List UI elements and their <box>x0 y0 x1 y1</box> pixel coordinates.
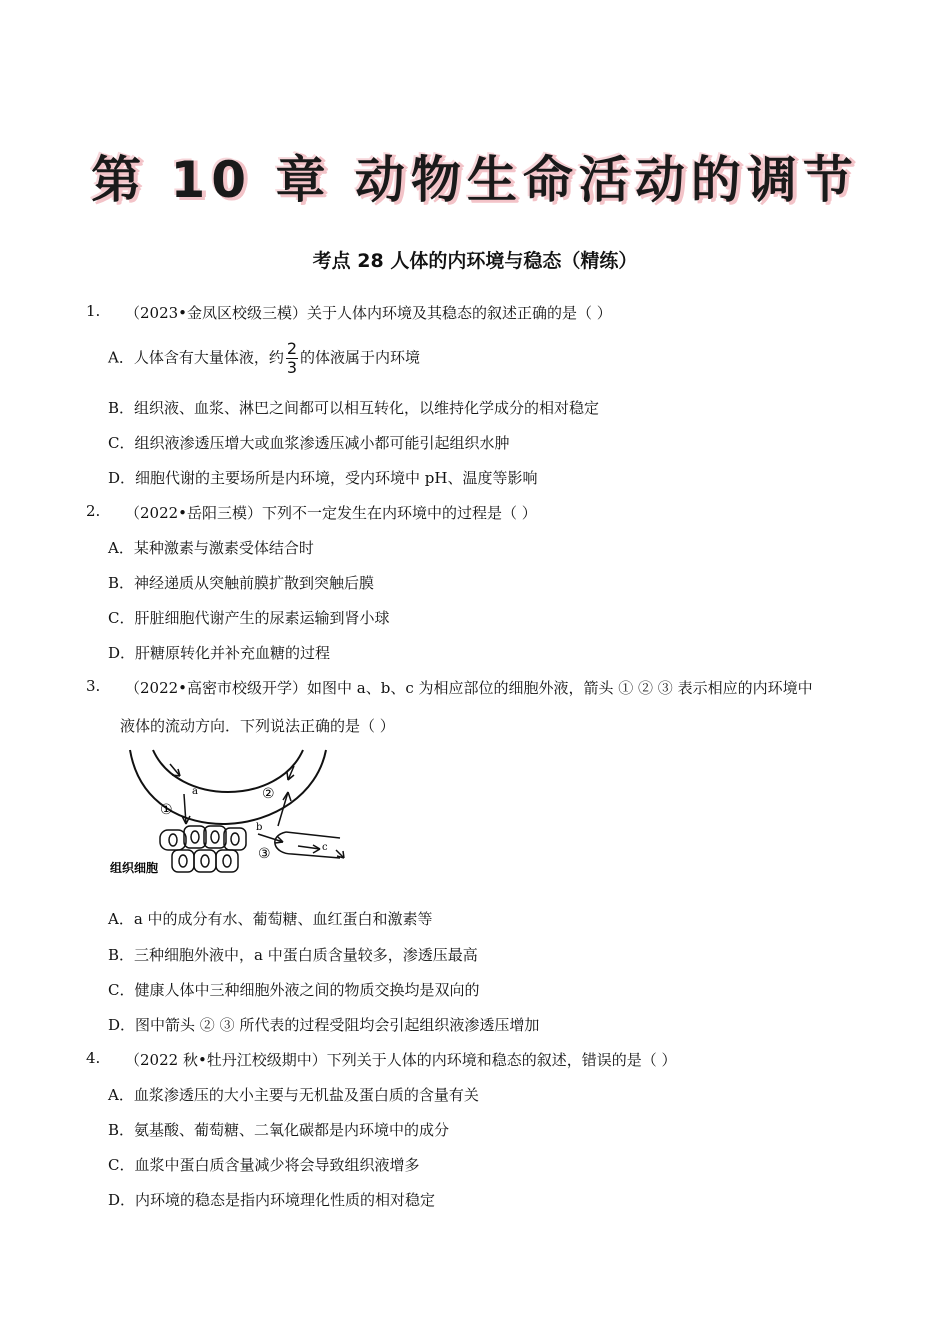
option-a-text-after: 的体液属于内环境 <box>300 348 421 367</box>
question-3-option-a: A．a 中的成分有水、葡萄糖、血红蛋白和激素等 <box>108 910 433 928</box>
question-3-option-c: C．健康人体中三种细胞外液之间的物质交换均是双向的 <box>108 981 480 999</box>
question-1-option-b: B．组织液、血浆、淋巴之间都可以相互转化，以维持化学成分的相对稳定 <box>108 399 600 417</box>
chapter-banner-title: 第 10 章 动物生命活动的调节 <box>91 151 859 209</box>
question-1-option-d: D．细胞代谢的主要场所是内环境，受内环境中 pH、温度等影响 <box>108 469 538 487</box>
question-3-option-b: B．三种细胞外液中，a 中蛋白质含量较多，渗透压最高 <box>108 946 478 964</box>
question-4-option-d: D．内环境的稳态是指内环境理化性质的相对稳定 <box>108 1191 436 1209</box>
question-2-number: 2. <box>86 502 101 520</box>
label-a: a <box>192 786 198 797</box>
question-2-option-a: A．某种激素与激素受体结合时 <box>108 539 314 557</box>
cell-nucleus <box>169 834 177 846</box>
question-1-option-a <box>108 340 420 377</box>
cell-nucleus <box>211 831 219 843</box>
label-arrow-3: ③ <box>258 846 271 862</box>
question-3-number: 3. <box>86 677 101 695</box>
cell-nucleus <box>191 831 199 843</box>
lymph-vessel-lower-wall <box>275 832 340 858</box>
tissue-cell <box>224 828 246 850</box>
question-2-option-d: D．肝糖原转化并补充血糖的过程 <box>108 644 331 662</box>
lymph-vessel-upper-wall <box>286 832 340 838</box>
tissue-cell <box>160 830 186 850</box>
label-arrow-1: ① <box>160 802 173 818</box>
option-a-text-before: A．人体含有大量体液，约 <box>108 348 284 367</box>
question-3-stem: （2022•高密市校级开学）如图中 a、b、c 为相应部位的细胞外液，箭头 ① ② ③ 表示相应的内环境中 <box>125 679 813 697</box>
question-4-option-b: B．氨基酸、葡萄糖、二氧化碳都是内环境中的成分 <box>108 1121 450 1139</box>
question-2-option-b: B．神经递质从突触前膜扩散到突触后膜 <box>108 574 375 592</box>
question-1-number: 1. <box>86 302 101 320</box>
cell-nucleus <box>223 855 231 867</box>
section-subtitle: 考点 28 人体的内环境与稳态（精练） <box>312 250 638 272</box>
cell-nucleus <box>179 855 187 867</box>
question-2-stem: （2022•岳阳三模）下列不一定发生在内环境中的过程是（ ） <box>125 504 537 522</box>
circulation-diagram <box>108 746 358 880</box>
question-1-option-c: C．组织液渗透压增大或血浆渗透压减小都可能引起组织水肿 <box>108 434 510 452</box>
tissue-cell <box>204 826 226 848</box>
label-c: c <box>322 842 328 853</box>
tissue-cell-cluster <box>160 826 246 872</box>
fraction-two-thirds <box>286 340 298 377</box>
tissue-cell <box>172 850 194 872</box>
label-b: b <box>256 822 263 833</box>
fraction-numerator: 2 <box>286 339 298 358</box>
diagram-caption: 组织细胞 <box>110 861 159 875</box>
tissue-cell <box>184 826 206 848</box>
question-4-option-a: A．血浆渗透压的大小主要与无机盐及蛋白质的含量有关 <box>108 1086 479 1104</box>
question-1-stem: （2023•金凤区校级三模）关于人体内环境及其稳态的叙述正确的是（ ） <box>125 304 612 322</box>
cell-nucleus <box>201 855 209 867</box>
question-4-number: 4. <box>86 1049 101 1067</box>
question-3-option-d: D．图中箭头 ② ③ 所代表的过程受阻均会引起组织液渗透压增加 <box>108 1016 540 1034</box>
question-3-stem-continued: 液体的流动方向．下列说法正确的是（ ） <box>120 717 395 735</box>
tissue-cell <box>194 850 216 872</box>
fraction-denominator: 3 <box>286 358 298 377</box>
question-4-option-c: C．血浆中蛋白质含量减少将会导致组织液增多 <box>108 1156 420 1174</box>
question-2-option-c: C．肝脏细胞代谢产生的尿素运输到肾小球 <box>108 609 390 627</box>
question-4-stem: （2022 秋•牡丹江校级期中）下列关于人体的内环境和稳态的叙述，错误的是（ ） <box>125 1051 677 1069</box>
tissue-cell <box>216 850 238 872</box>
cell-nucleus <box>231 833 239 845</box>
label-arrow-2: ② <box>262 786 275 802</box>
